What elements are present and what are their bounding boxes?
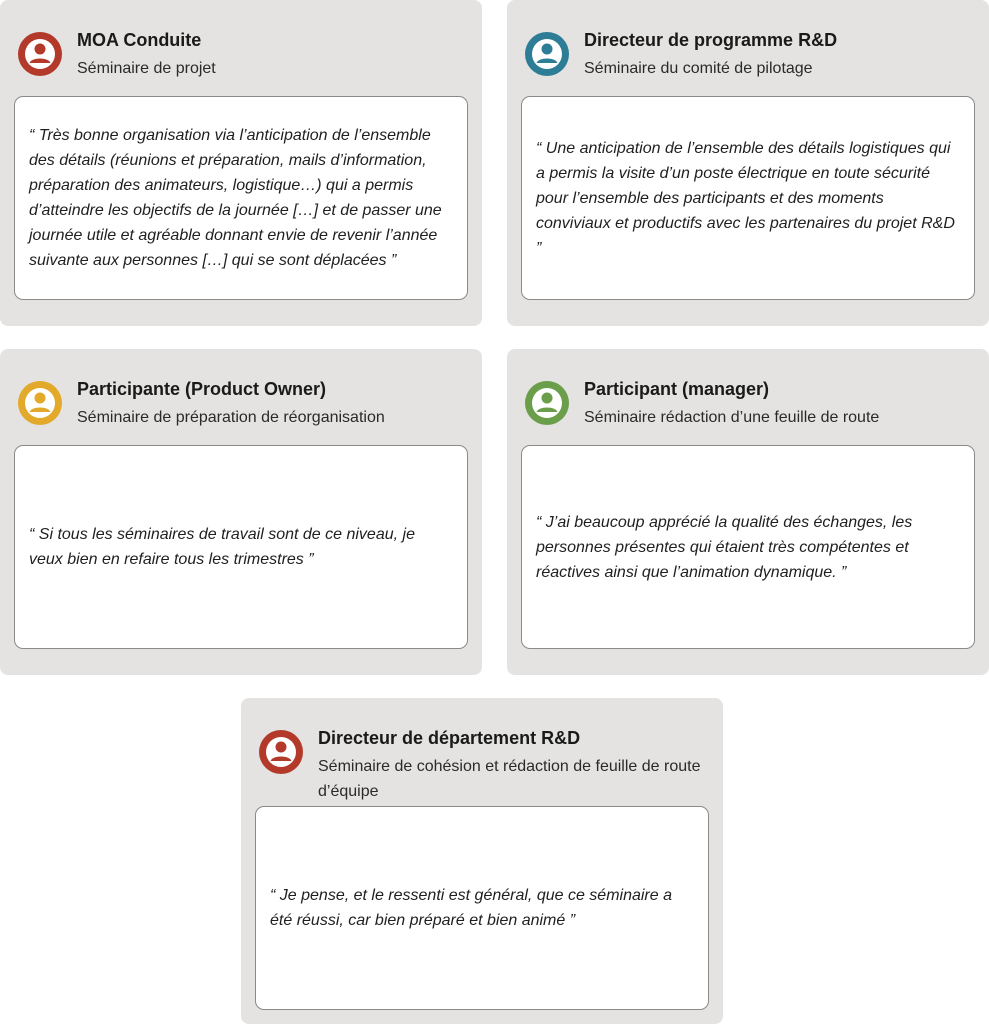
testimonial-quote: “ Une anticipation de l’ensemble des détails logistiques qui a permis la visite d’un poste électrique en toute sécurité pour l’ensemble des participants et des moments conviviaux et productifs avec les partenaires du projet R&D ” [536, 139, 955, 257]
testimonial-card-moa-conduite [0, 0, 482, 326]
testimonial-role: Directeur de programme R&D [584, 30, 838, 50]
user-avatar-icon [259, 730, 303, 774]
quote-box [255, 806, 709, 1010]
testimonial-context: Séminaire de cohésion et rédaction de feuille de route d’équipe [318, 758, 701, 800]
testimonial-context: Séminaire de projet [77, 60, 216, 77]
testimonial-context: Séminaire du comité de pilotage [584, 60, 813, 77]
quote-box [521, 445, 975, 649]
testimonial-role: Participant (manager) [584, 379, 770, 399]
testimonial-context: Séminaire rédaction d’une feuille de route [584, 409, 880, 426]
quote-box [14, 96, 468, 300]
testimonial-card-manager [507, 349, 989, 675]
testimonial-card-directeur-programme [507, 0, 989, 326]
testimonial-card-product-owner [0, 349, 482, 675]
quote-box [14, 445, 468, 649]
testimonial-quote: “ J’ai beaucoup apprécié la qualité des échanges, les personnes présentes qui étaient très compétentes et réactives ainsi que l’animation dynamique. ” [536, 513, 913, 581]
testimonial-quote: “ Très bonne organisation via l’anticipation de l’ensemble des détails (réunions et préparation, mails d’information, préparation des animateurs, logistique…) qui a permis d’atteindre les objectifs de la journée […] et de passer une journée utile et agréable donnant envie de revenir l’année suivante aux personnes […] qui se sont déplacées ” [29, 127, 442, 269]
user-avatar-icon [525, 32, 569, 76]
user-avatar-icon [18, 32, 62, 76]
testimonial-role: MOA Conduite [77, 30, 202, 50]
quote-box [521, 96, 975, 300]
testimonial-card-directeur-departement [241, 698, 723, 1024]
testimonial-context: Séminaire de préparation de réorganisation [77, 409, 385, 426]
testimonial-quote: “ Si tous les séminaires de travail sont de ce niveau, je veux bien en refaire tous les trimestres ” [29, 526, 415, 568]
testimonial-role: Directeur de département R&D [318, 728, 581, 748]
testimonial-quote: “ Je pense, et le ressenti est général, que ce séminaire a été réussi, car bien préparé et bien animé ” [270, 887, 672, 929]
testimonial-role: Participante (Product Owner) [77, 379, 327, 399]
user-avatar-icon [525, 381, 569, 425]
user-avatar-icon [18, 381, 62, 425]
